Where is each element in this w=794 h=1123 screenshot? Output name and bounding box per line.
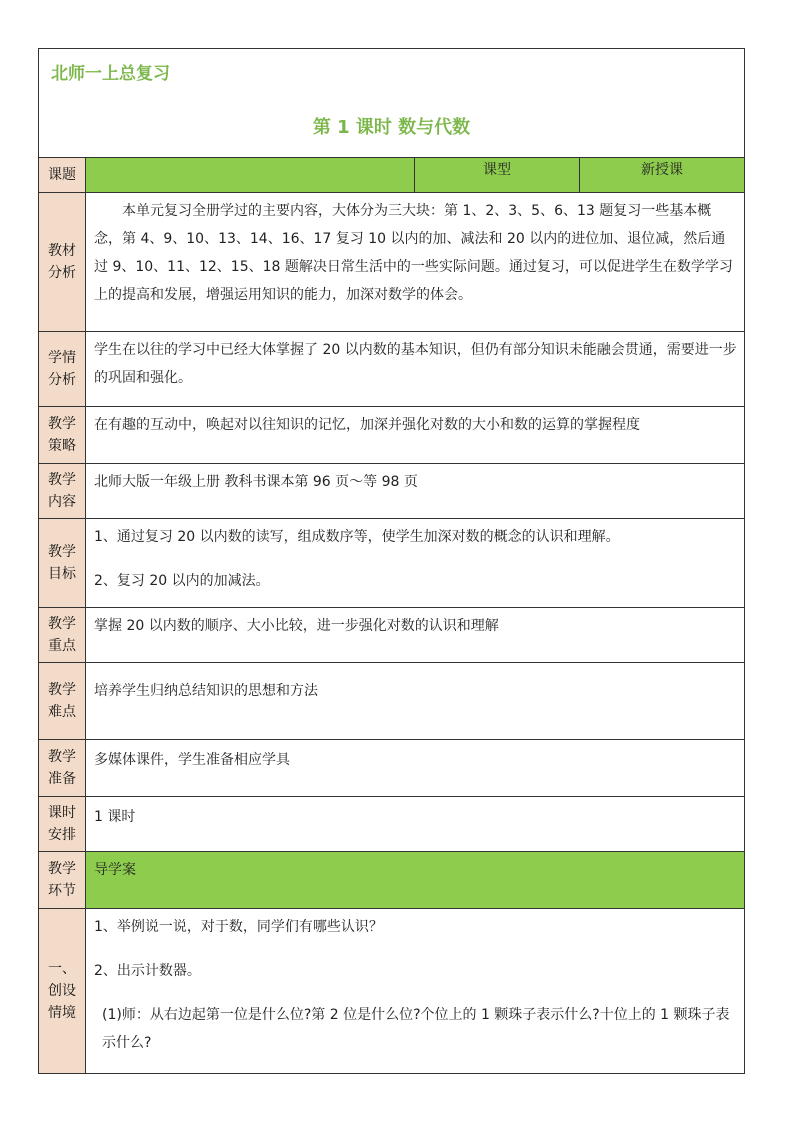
prep-text: 多媒体课件，学生准备相应学具 (94, 752, 290, 768)
type-value: 新授课 (580, 158, 745, 193)
content-text: 北师大版一年级上册 教科书课本第 96 页～等 98 页 (94, 474, 418, 490)
difficulty-label: 教学 难点 (39, 663, 86, 740)
steps-text: 导学案 (94, 862, 136, 878)
difficulty-text: 培养学生归纳总结知识的思想和方法 (94, 683, 318, 699)
material-cell (86, 193, 745, 332)
goal-item: 2、复习 20 以内的加减法。 (94, 573, 270, 589)
scenario-item: 1、举例说一说，对于数，同学们有哪些认识？ (94, 919, 383, 935)
students-label: 学情 分析 (39, 332, 86, 407)
key-label: 教学 重点 (39, 608, 86, 663)
lesson-plan-table (38, 48, 745, 1074)
goals-label: 教学 目标 (39, 519, 86, 608)
prep-row (39, 740, 745, 797)
goals-row (39, 519, 745, 608)
material-label: 教材 分析 (39, 193, 86, 332)
schedule-row (39, 797, 745, 852)
strategy-row (39, 407, 745, 464)
prep-label: 教学 准备 (39, 740, 86, 797)
steps-row (39, 852, 745, 909)
content-row (39, 464, 745, 519)
material-text: 本单元复习全册学过的主要内容，大体分为三大块：第 1、2、3、5、6、13 题复习一些基本概念，第 4、9、10、13、14、16、17 复习 10 以内的加、减法和 20 以内的进位加、退位减，然后通过 9、10、11、12、15、18 题解决日常生活中的一些实际问题。通过复习，可以促进学生在数学学习上的提高和发展，增强运用知识的能力，加深对数学的体会。 (94, 203, 733, 303)
strategy-cell (86, 407, 745, 464)
topic-label: 课题 (39, 158, 86, 193)
strategy-label: 教学 策略 (39, 407, 86, 464)
schedule-cell (86, 797, 745, 852)
topic-value (86, 158, 415, 193)
prep-cell (86, 740, 745, 797)
schedule-label: 课时 安排 (39, 797, 86, 852)
content-label: 教学 内容 (39, 464, 86, 519)
scenario-cell (86, 909, 745, 1074)
scenario-item: 2、出示计数器。 (94, 963, 201, 979)
strategy-text: 在有趣的互动中，唤起对以往知识的记忆，加深并强化对数的大小和数的运算的掌握程度 (94, 417, 640, 433)
title-row (39, 49, 745, 158)
content-cell (86, 464, 745, 519)
difficulty-cell (86, 663, 745, 740)
scenario-label: 一、 创设 情境 (39, 909, 86, 1074)
brand-title: 北师一上总复习 (51, 64, 170, 84)
scenario-row (39, 909, 745, 1074)
goal-item: 1、通过复习 20 以内数的读写，组成数序等，使学生加深对数的概念的认识和理解。 (94, 529, 620, 545)
key-row (39, 608, 745, 663)
material-row (39, 193, 745, 332)
students-text: 学生在以往的学习中已经大体掌握了 20 以内数的基本知识，但仍有部分知识未能融会贯通，需要进一步的巩固和强化。 (94, 342, 737, 386)
schedule-text: 1 课时 (94, 809, 136, 825)
goals-cell (86, 519, 745, 608)
title-cell (39, 49, 745, 158)
key-text: 掌握 20 以内数的顺序、大小比较，进一步强化对数的认识和理解 (94, 618, 499, 634)
scenario-item: (1)师：从右边起第一位是什么位?第 2 位是什么位?个位上的 1 颗珠子表示什么?十位上的 1 颗珠子表示什么? (102, 1007, 730, 1051)
type-label: 课型 (415, 158, 580, 193)
students-cell (86, 332, 745, 407)
students-row (39, 332, 745, 407)
steps-label: 教学 环节 (39, 852, 86, 909)
key-cell (86, 608, 745, 663)
difficulty-row (39, 663, 745, 740)
steps-cell (86, 852, 745, 909)
lesson-title: 第 1 课时 数与代数 (312, 117, 471, 138)
topic-row (39, 158, 745, 193)
